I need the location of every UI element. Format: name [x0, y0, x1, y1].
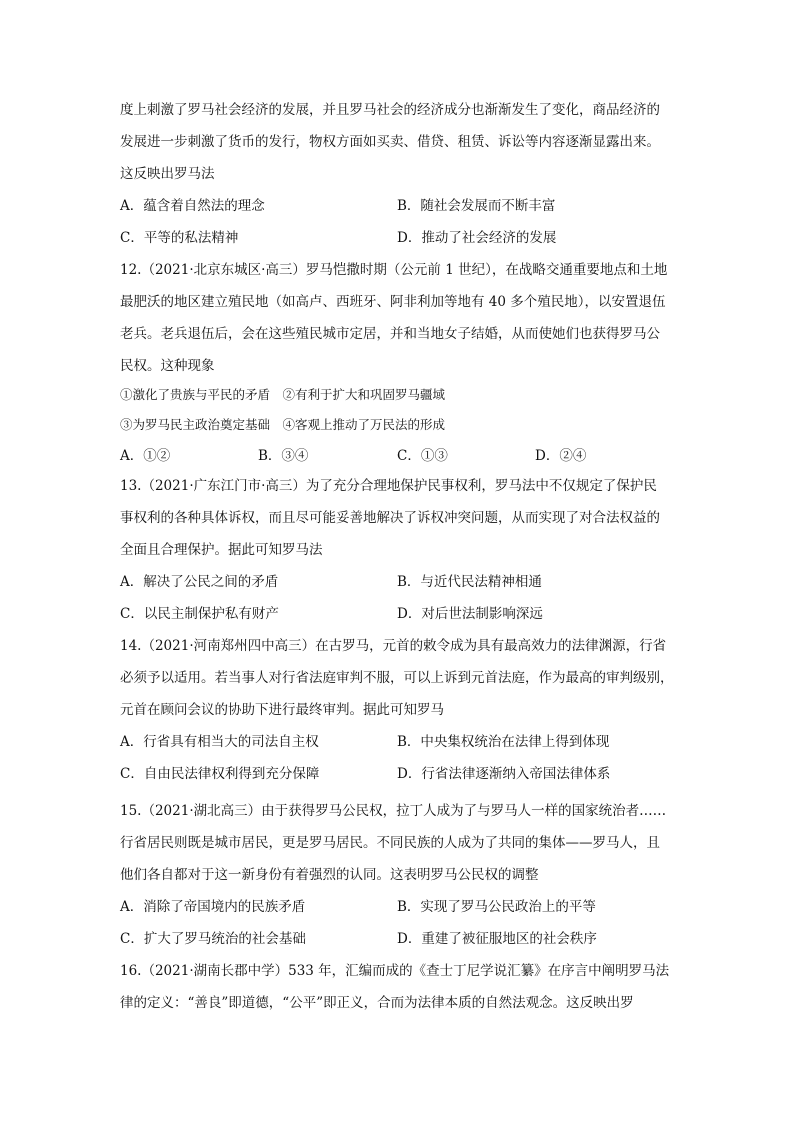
intro-line-3: 这反映出罗马法 [120, 166, 215, 182]
intro-line-1: 度上刺激了罗马社会经济的发展，并且罗马社会的经济成分也渐渐发生了变化，商品经济的 [120, 102, 660, 118]
intro-option-a: A．蕴含着自然法的理念 [120, 198, 265, 214]
q12-line-1: 12.（2021·北京东城区·高三）罗马恺撒时期（公元前 1 世纪），在战略交通重要地点和土地 [120, 262, 668, 278]
q13-line-2: 事权利的各种具体诉权，而且尽可能妥善地解决了诉权冲突问题，从而实现了对合法权益的 [120, 510, 660, 526]
q13-option-a: A．解决了公民之间的矛盾 [120, 574, 279, 590]
q12-line-2: 最肥沃的地区建立殖民地（如高卢、西班牙、阿非利加等地有 40 多个殖民地），以安置退伍 [120, 294, 666, 310]
q16-line-2: 律的定义：“善良”即道德，“公平”即正义，合而为法律本质的自然法观念。这反映出罗 [120, 995, 634, 1011]
q13-line-1: 13.（2021·广东江门市·高三）为了充分合理地保护民事权利，罗马法中不仅规定了保护民 [120, 478, 657, 494]
intro-line-2: 发展进一步刺激了货币的发行，物权方面如买卖、借贷、租赁、诉讼等内容逐渐显露出来。 [120, 134, 660, 150]
q13-option-b: B．与近代民法精神相通 [397, 574, 542, 590]
q12-statements-2: ③为罗马民主政治奠定基础 ④客观上推动了万民法的形成 [120, 417, 446, 432]
q14-option-c: C．自由民法律权利得到充分保障 [120, 766, 320, 782]
q14-line-1: 14.（2021·河南郑州四中高三）在古罗马，元首的敕令成为具有最高效力的法律渊源，行省 [120, 638, 667, 654]
q15-option-c: C．扩大了罗马统治的社会基础 [120, 931, 306, 947]
q13-option-c: C．以民主制保护私有财产 [120, 606, 279, 622]
q12-statements-1: ①激化了贵族与平民的矛盾 ②有利于扩大和巩固罗马疆域 [120, 387, 446, 402]
q12-option-c: C．①③ [397, 448, 448, 464]
q12-line-3: 老兵。老兵退伍后，会在这些殖民城市定居，并和当地女子结婚，从而使她们也获得罗马公 [120, 326, 660, 342]
q15-option-d: D．重建了被征服地区的社会秩序 [397, 931, 597, 947]
q14-option-a: A．行省具有相当大的司法自主权 [120, 734, 319, 750]
q13-line-3: 全面且合理保护。据此可知罗马法 [120, 542, 323, 558]
q15-line-2: 行省居民则既是城市居民，更是罗马居民。不同民族的人成为了共同的集体——罗马人，且 [120, 835, 660, 851]
q14-line-3: 元首在顾问会议的协助下进行最终审判。据此可知罗马 [120, 702, 444, 718]
q12-option-a: A．①② [120, 448, 171, 464]
intro-option-c: C．平等的私法精神 [120, 230, 239, 246]
q12-line-4: 民权。这种现象 [120, 358, 215, 374]
q15-option-b: B．实现了罗马公民政治上的平等 [397, 899, 596, 915]
q14-line-2: 必须予以适用。若当事人对行省法庭审判不服，可以上诉到元首法庭，作为最高的审判级别， [120, 670, 674, 686]
intro-option-b: B．随社会发展而不断丰富 [397, 198, 556, 214]
q15-line-3: 他们各自都对于这一新身份有着强烈的认同。这表明罗马公民权的调整 [120, 867, 539, 883]
q14-option-b: B．中央集权统治在法律上得到体现 [397, 734, 610, 750]
intro-option-d: D．推动了社会经济的发展 [397, 230, 557, 246]
q14-option-d: D．行省法律逐渐纳入帝国法律体系 [397, 766, 611, 782]
q15-line-1: 15.（2021·湖北高三）由于获得罗马公民权，拉丁人成为了与罗马人一样的国家统治者…… [120, 803, 667, 819]
q16-line-1: 16.（2021·湖南长郡中学）533 年，汇编而成的《查士丁尼学说汇纂》在序言中阐明罗马法 [120, 963, 670, 979]
q13-option-d: D．对后世法制影响深远 [397, 606, 543, 622]
q12-option-d: D．②④ [535, 448, 587, 464]
q12-option-b: B．③④ [258, 448, 309, 464]
q15-option-a: A．消除了帝国境内的民族矛盾 [120, 899, 306, 915]
